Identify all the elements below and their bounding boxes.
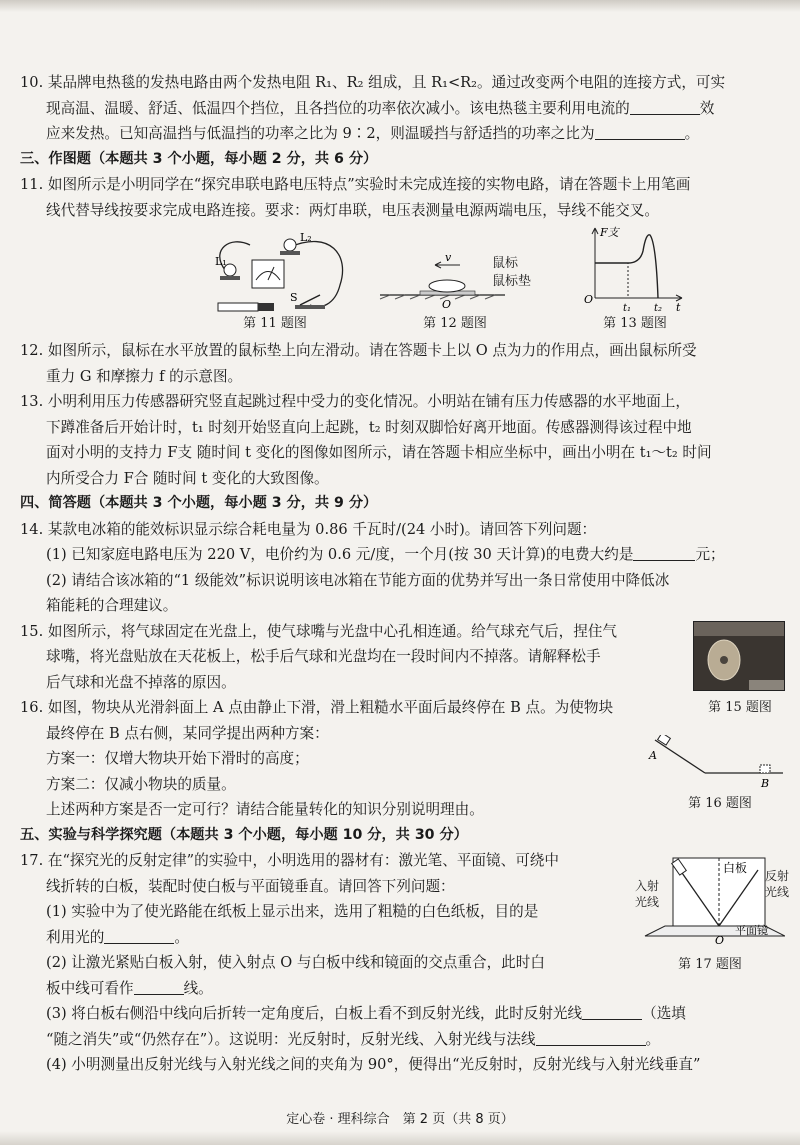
fig12-label-mouse: 鼠标 bbox=[492, 256, 519, 271]
fig12-label-pad: 鼠标垫 bbox=[492, 274, 532, 289]
page-content bbox=[20, 70, 790, 1078]
q17-sub2-tail: 线。 bbox=[183, 979, 213, 997]
q13-line3: 面对小明的支持力 F支 随时间 t 变化的图像如图所示，请在答题卡相应坐标中，画出小明在 t₁～t₂ 时间 bbox=[46, 444, 712, 461]
fig11-lamp-l2 bbox=[280, 239, 300, 255]
fig17-label-mirror: 平面镜 bbox=[735, 924, 768, 937]
q17-blank-3[interactable] bbox=[582, 1003, 642, 1020]
fig16-label-a: A bbox=[649, 749, 657, 762]
q11-line2: 线代替导线按要求完成电路连接。要求：两灯串联，电压表测量电源两端电压，导线不能交叉。 bbox=[46, 201, 659, 219]
fig16-block-b bbox=[760, 765, 770, 773]
q14-sub1: (1) 已知家庭电路电压为 220 V，电价约为 0.6 元/度，一个月(按 30 天计算)的电费大约是 bbox=[46, 546, 634, 563]
q17-sub2-line1: (2) 让激光紧贴白板入射，使入射点 O 与白板中线和镜面的交点重合，此时白 bbox=[46, 954, 545, 971]
fig11-label-s: S bbox=[290, 291, 298, 304]
question-13 bbox=[20, 389, 785, 491]
q11-line1: 如图所示是小明同学在“探究串联电路电压特点”实验时未完成连接的实物电路，请在答题卡上用笔画 bbox=[47, 176, 691, 193]
question-16 bbox=[20, 695, 785, 823]
q17-sub4: (4) 小明测量出反射光线与入射光线之间的夹角为 90°，便得出“光反射时，反射光线与入射光线垂直” bbox=[46, 1056, 701, 1073]
fig12-label-v: v bbox=[445, 253, 452, 264]
fig12-labels bbox=[492, 255, 531, 291]
section-5-title: 五、实验与科学探究题（本题共 3 个小题，每小题 10 分，共 30 分） bbox=[20, 826, 468, 843]
q17-sub1-line2: 利用光的 bbox=[46, 928, 105, 946]
fig13-label-f: F支 bbox=[600, 226, 619, 239]
q17-blank-1[interactable] bbox=[104, 927, 174, 944]
q15-number: 15. bbox=[20, 622, 44, 640]
question-14 bbox=[20, 517, 785, 619]
q17-sub3-line1-tail: （选填 bbox=[642, 1005, 686, 1022]
q16-number: 16. bbox=[20, 699, 44, 716]
fig13-label-t1: t₁ bbox=[623, 303, 632, 313]
q14-sub2-line2: 箱能耗的合理建议。 bbox=[46, 597, 178, 614]
q17-sub1-tail: 。 bbox=[174, 928, 189, 946]
figure-12-mouse bbox=[375, 253, 510, 313]
question-11 bbox=[20, 172, 785, 223]
q13-line2: 下蹲准备后开始计时，t₁ 时刻开始竖直向上起跳，t₂ 时刻双脚恰好离开地面。传感器测得该过程中地 bbox=[46, 418, 692, 436]
fig15-balloon-image bbox=[694, 622, 784, 690]
q17-sub3-line2: “随之消失”或“仍然存在”）。这说明：光反射时，反射光线、入射光线与法线 bbox=[46, 1030, 536, 1048]
q17-blank-2[interactable] bbox=[134, 978, 184, 995]
fig16-caption: 第 16 题图 bbox=[688, 796, 752, 811]
q17-line1: 在“探究光的反射定律”的实验中，小明选用的器材有：激光笔、平面镜、可绕中 bbox=[47, 852, 559, 869]
q17-sub2-line2: 板中线可看作 bbox=[46, 979, 134, 997]
q10-line1: 某品牌电热毯的发热电路由两个发热电阻 R₁、R₂ 组成，且 R₁<R₂。通过改变两个电阻的连接方式，可实 bbox=[47, 74, 726, 91]
fig17-caption: 第 17 题图 bbox=[678, 957, 742, 972]
section-4-title: 四、简答题（本题共 3 个小题，每小题 3 分，共 9 分） bbox=[20, 495, 378, 511]
q13-line1: 小明利用压力传感器研究竖直起跳过程中受力的变化情况。小明站在铺有压力传感器的水平地面上， bbox=[47, 393, 690, 410]
q12-line1: 如图所示，鼠标在水平放置的鼠标垫上向左滑动。请在答题卡上以 O 点为力的作用点，画出鼠标所受 bbox=[47, 342, 697, 359]
figure-13-graph bbox=[580, 223, 690, 313]
fig11-label-l2: L₂ bbox=[300, 231, 312, 244]
section-3-title: 三、作图题（本题共 3 个小题，每小题 2 分，共 6 分） bbox=[20, 150, 378, 167]
fig11-voltmeter bbox=[252, 260, 284, 288]
page-footer: 定心卷 · 理科综合 第 2 页（共 8 页） bbox=[286, 1112, 514, 1127]
q17-line2: 线折转的白板，装配时使白板与平面镜垂直。请回答下列问题： bbox=[46, 877, 455, 895]
question-10 bbox=[20, 70, 785, 147]
q10-blank-2[interactable] bbox=[595, 123, 685, 140]
q10-line2: 现高温、温暖、舒适、低温四个挡位，且各挡位的功率依次减小。该电热毯主要利用电流的 bbox=[46, 99, 630, 117]
fig13-label-o: O bbox=[584, 293, 594, 306]
scan-bottom-edge bbox=[0, 1131, 800, 1145]
q14-number: 14. bbox=[20, 520, 44, 538]
fig12-caption: 第 12 题图 bbox=[423, 316, 487, 331]
q10-blank-1[interactable] bbox=[630, 98, 700, 115]
q17-number: 17. bbox=[20, 852, 44, 869]
fig17-label-incident: 入射光线 bbox=[635, 879, 660, 909]
fig12-mouse-body bbox=[429, 280, 465, 292]
scan-top-edge bbox=[0, 0, 800, 12]
q17-sub3-line1: (3) 将白板右侧沿中线向后折转一定角度后，白板上看不到反射光线，此时反射光线 bbox=[46, 1005, 583, 1022]
fig15-photo bbox=[693, 621, 785, 691]
q10-line2-tail: 效 bbox=[699, 99, 715, 117]
figures-row bbox=[20, 223, 785, 338]
q15-line2: 球嘴，将光盘贴放在天花板上，松手后气球和光盘均在一段时间内不掉落。请解释松手 bbox=[46, 648, 601, 665]
q16-plan1: 方案一：仅增大物块开始下滑时的高度； bbox=[46, 750, 309, 767]
q13-number: 13. bbox=[20, 393, 44, 410]
q10-number: 10. bbox=[20, 74, 44, 91]
fig13-label-t: t bbox=[676, 301, 681, 313]
q14-line1: 某款电冰箱的能效标识显示综合耗电量为 0.86 千瓦时/(24 小时)。请回答下列问题： bbox=[47, 520, 597, 538]
q14-blank-1[interactable] bbox=[633, 544, 695, 561]
fig16-label-b: B bbox=[761, 777, 770, 790]
q15-line3: 后气球和光盘不掉落的原因。 bbox=[46, 673, 236, 691]
q10-line3-tail: 。 bbox=[684, 125, 700, 142]
fig17-label-reflected: 反射光线 bbox=[765, 869, 790, 899]
q13-line4: 内所受合力 F合 随时间 t 变化的大致图像。 bbox=[46, 469, 329, 487]
q14-sub2-line1: (2) 请结合该冰箱的“1 级能效”标识说明该电冰箱在节能方面的优势并写出一条日常使用中降低冰 bbox=[46, 571, 670, 589]
question-12 bbox=[20, 338, 785, 389]
q14-sub1-tail: 元； bbox=[695, 546, 725, 563]
q12-line2: 重力 G 和摩擦力 f 的示意图。 bbox=[46, 367, 243, 385]
q15-line1: 如图所示，将气球固定在光盘上，使气球嘴与光盘中心孔相连通。给气球充气后，捏住气 bbox=[47, 622, 618, 640]
fig11-battery bbox=[218, 303, 274, 311]
fig11-caption: 第 11 题图 bbox=[243, 316, 307, 331]
fig16-slope bbox=[655, 740, 705, 773]
q17-sub3-line2-tail: 。 bbox=[645, 1030, 661, 1048]
q16-line3: 上述两种方案是否一定可行？请结合能量转化的知识分别说明理由。 bbox=[46, 801, 484, 818]
q16-plan2: 方案二：仅减小物块的质量。 bbox=[46, 775, 236, 793]
q17-sub1-line1: (1) 实验中为了使光路能在纸板上显示出来，选用了粗糙的白色纸板，目的是 bbox=[46, 903, 539, 920]
q12-number: 12. bbox=[20, 342, 44, 359]
fig13-label-t2: t₂ bbox=[654, 303, 663, 313]
q17-blank-4[interactable] bbox=[536, 1029, 646, 1046]
q16-line2: 最终停在 B 点右侧，某同学提出两种方案： bbox=[46, 724, 329, 742]
fig12-label-o: O bbox=[442, 298, 452, 311]
fig13-curve-peak bbox=[628, 235, 658, 298]
q11-number: 11. bbox=[20, 176, 44, 193]
fig11-switch bbox=[295, 295, 325, 309]
fig13-caption: 第 13 题图 bbox=[603, 316, 667, 331]
question-17 bbox=[20, 848, 790, 1078]
fig15-caption: 第 15 题图 bbox=[708, 700, 772, 715]
fig17-label-board: 白板 bbox=[723, 861, 748, 875]
fig17-label-o: O bbox=[715, 934, 725, 947]
q10-line3: 应来发热。已知高温挡与低温挡的功率之比为 9∶2，则温暖挡与舒适挡的功率之比为 bbox=[46, 125, 595, 142]
question-15 bbox=[20, 619, 785, 696]
q16-line1: 如图，物块从光滑斜面上 A 点由静止下滑，滑上粗糙水平面后最终停在 B 点。为使物块 bbox=[47, 699, 614, 716]
fig11-label-l1: L₁ bbox=[215, 255, 227, 268]
figure-16-incline bbox=[645, 735, 785, 795]
